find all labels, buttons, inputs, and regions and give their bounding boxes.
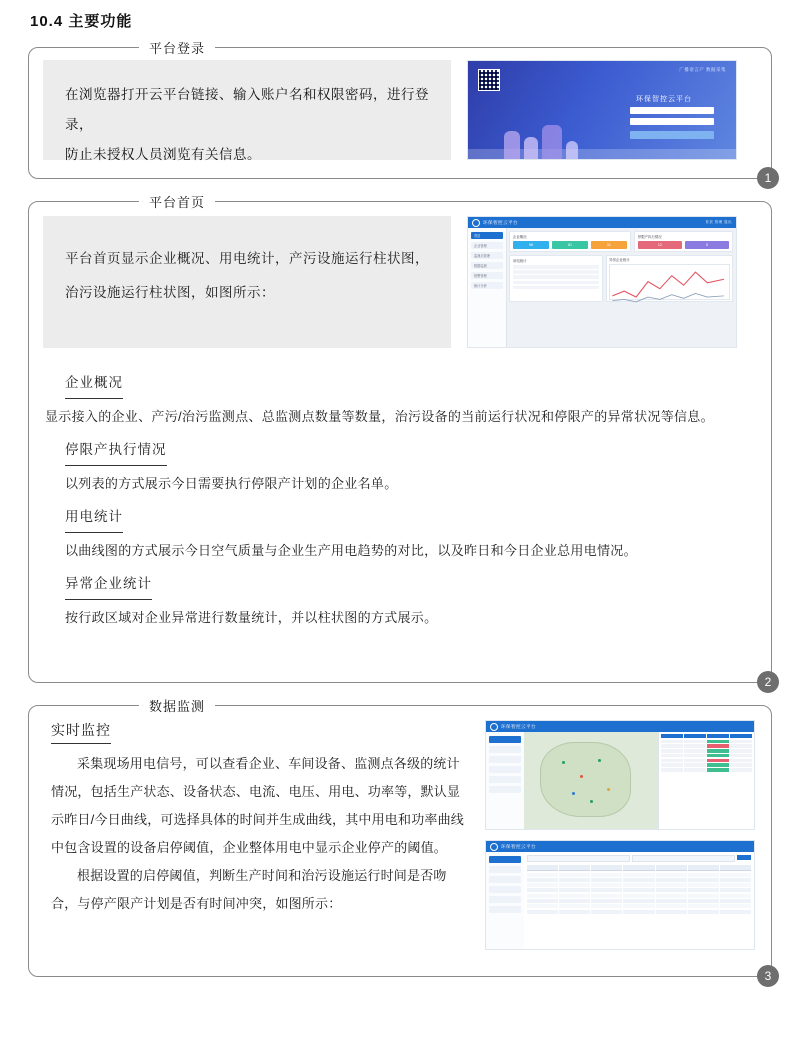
section-badge-1: 1 (757, 167, 779, 189)
table-row (661, 759, 752, 763)
table-header-cell (688, 865, 719, 871)
table-header-cell (656, 865, 687, 871)
line-chart (609, 264, 730, 300)
table-row (513, 270, 599, 274)
table-header-cell (591, 865, 622, 871)
subsection-body-limit-production: 以列表的方式展示今日需要执行停限产计划的企业名单。 (65, 476, 398, 491)
table-header-cell (707, 734, 729, 738)
table-header-cell (720, 865, 751, 871)
sidebar-item-monitor-point[interactable]: 监测点管理 (471, 252, 503, 259)
login-description (43, 60, 451, 160)
section-platform-home (28, 195, 772, 689)
dashboard-main (506, 228, 736, 347)
home-dashboard-screenshot (467, 216, 737, 348)
dashboard-header-right: 首页 管理 退出 (705, 220, 732, 224)
card-title-abnormal: 异常企业统计 (609, 258, 630, 262)
realtime-paragraph-1: 采集现场用电信号，可以查看企业、车间设备、监测点各级的统计情况，包括生产状态、设备状态、电流、电压、用电、功率等，默认显示昨日/今日曲线，可选择具体的时间并生成曲线，其中用电和功率曲线中包含设置的设备启停阈值，企业整体用电中显示企业停产的阈值。 (51, 756, 465, 855)
tank-illustration (566, 141, 578, 159)
table-page-header (486, 841, 754, 852)
tank-illustration (524, 137, 538, 159)
card-title-enterprise-overview: 企业概况 (513, 235, 527, 239)
section-badge-3: 3 (757, 965, 779, 987)
logo-icon (472, 219, 480, 227)
map-pin[interactable] (580, 775, 583, 778)
table-header-cell (527, 865, 558, 871)
map-pin[interactable] (562, 761, 565, 764)
sidebar-item-data-monitor[interactable] (489, 886, 521, 893)
subsection-title-abnormal-statistics: 异常企业统计 (65, 571, 152, 600)
table-row[interactable] (527, 888, 751, 892)
subsection-body-abnormal-statistics: 按行政区域对企业异常进行数量统计，并以柱状图的方式展示。 (65, 610, 438, 625)
table-row[interactable] (527, 899, 751, 903)
login-button[interactable] (630, 131, 714, 139)
table-row (661, 768, 752, 772)
subsection-title-limit-production: 停限产执行情况 (65, 437, 167, 466)
logo-icon (490, 843, 498, 851)
date-input[interactable] (632, 855, 735, 862)
qr-code-icon (478, 69, 500, 91)
login-description-line-2: 防止未授权人员浏览有关信息。 (65, 147, 261, 162)
stat-value: 98 (513, 241, 549, 249)
data-monitoring-screenshots (485, 720, 755, 960)
sidebar-item-monitor-point[interactable] (489, 876, 521, 883)
table-row (661, 749, 752, 753)
realtime-paragraph-2: 根据设置的启停阈值，判断生产时间和治污设施运行时间是否吻合，与停产限产计划是否有时间冲突，如图所示： (51, 868, 447, 911)
login-description-line-1: 在浏览器打开云平台链接、输入账户名和权限密码，进行登录， (65, 87, 429, 132)
dashboard-header (468, 217, 736, 228)
sidebar-item-alarm[interactable]: 报警管理 (471, 272, 503, 279)
table-row (513, 275, 599, 279)
map-pin[interactable] (590, 800, 593, 803)
home-description-line-2: 治污设施运行柱状图，如图所示： (65, 285, 275, 300)
search-input[interactable] (527, 855, 630, 862)
map-app-title: 环保智控云平台 (501, 723, 536, 729)
login-top-links: 广播语言产 数据采集 (679, 67, 726, 72)
table-row[interactable] (527, 878, 751, 882)
table-row (661, 754, 752, 758)
table-row[interactable] (527, 883, 751, 887)
dashboard-sidebar (468, 228, 507, 347)
password-field[interactable] (630, 118, 714, 125)
sidebar-item-enterprise[interactable]: 企业管理 (471, 242, 503, 249)
sidebar-item-statistics[interactable] (489, 906, 521, 913)
username-field[interactable] (630, 107, 714, 114)
home-sections (29, 348, 771, 630)
home-description (43, 216, 451, 348)
table-row (661, 740, 752, 744)
section-legend-home: 平台首页 (139, 192, 215, 211)
table-row[interactable] (527, 873, 751, 877)
table-row[interactable] (527, 894, 751, 898)
sidebar-item-statistics[interactable] (489, 786, 521, 793)
tank-illustration (542, 125, 562, 159)
home-description-line-1: 平台首页显示企业概况、用电统计，产污设施运行柱状图， (65, 251, 429, 266)
card-limit-production (634, 231, 733, 252)
logo-icon (490, 723, 498, 731)
table-header-cell (559, 865, 590, 871)
table-row[interactable] (527, 910, 751, 914)
realtime-map-screenshot (485, 720, 755, 830)
table-header-cell (623, 865, 654, 871)
table-row (513, 281, 599, 285)
stat-value: 5 (685, 241, 729, 249)
search-button[interactable] (737, 855, 751, 860)
map-header (486, 721, 754, 732)
sidebar-item-alarm[interactable] (489, 896, 521, 903)
stat-value: 81 (552, 241, 588, 249)
dashboard-app-title: 环保智控云平台 (483, 219, 518, 225)
card-enterprise-list (509, 255, 603, 302)
subsection-title-enterprise-overview: 企业概况 (65, 370, 123, 399)
data-monitoring-text (51, 720, 481, 960)
card-title-limit-production: 停限产执行情况 (637, 235, 662, 239)
table-header-cell (730, 734, 752, 738)
table-row (661, 763, 752, 767)
card-abnormal-statistics (606, 255, 733, 302)
sidebar-item-alarm[interactable] (489, 776, 521, 783)
sidebar-item-data-monitor[interactable] (489, 766, 521, 773)
sidebar-item-enterprise[interactable] (489, 866, 521, 873)
table-app-title: 环保智控云平台 (501, 843, 536, 849)
table-row (661, 744, 752, 748)
table-header-cell (661, 734, 683, 738)
table-row (513, 286, 599, 290)
card-title-power-statistics: 用电统计 (513, 259, 527, 263)
subsection-title-realtime-monitor: 实时监控 (51, 720, 111, 744)
sidebar-item-enterprise[interactable] (489, 746, 521, 753)
sidebar-item-monitor-point[interactable] (489, 756, 521, 763)
sidebar-item-home[interactable]: 首页 (471, 232, 503, 239)
login-page-screenshot (467, 60, 737, 160)
login-title: 环保智控云平台 (636, 96, 692, 103)
filter-bar (527, 855, 751, 862)
map-canvas[interactable] (524, 732, 658, 829)
subsection-title-power-statistics: 用电统计 (65, 504, 123, 533)
map-side-table (658, 732, 754, 829)
section-platform-login (28, 41, 772, 185)
stat-value: 31 (591, 241, 627, 249)
stat-value: 12 (638, 241, 682, 249)
section-legend-data-monitoring: 数据监测 (139, 696, 215, 715)
map-region-shape (540, 742, 630, 818)
subsection-body-power-statistics: 以曲线图的方式展示今日空气质量与企业生产用电趋势的对比，以及昨日和今日企业总用电情况。 (65, 543, 637, 558)
table-header-cell (684, 734, 706, 738)
sidebar-item-statistics[interactable]: 统计分析 (471, 282, 503, 289)
tank-illustration (504, 131, 520, 159)
sidebar-item-home[interactable] (489, 736, 521, 743)
table-main (524, 852, 754, 949)
sidebar-item-home[interactable] (489, 856, 521, 863)
map-pin[interactable] (598, 759, 601, 762)
realtime-table-screenshot (485, 840, 755, 950)
table-row[interactable] (527, 904, 751, 908)
section-badge-2: 2 (757, 671, 779, 693)
section-legend-login: 平台登录 (139, 38, 215, 57)
section-data-monitoring (28, 699, 772, 983)
subsection-body-enterprise-overview: 显示接入的企业、产污/治污监测点、总监测点数量等数量，治污设备的当前运行状况和停限产的异常状况等信息。 (45, 409, 714, 424)
page-title: 10.4 主要功能 (30, 13, 133, 30)
card-enterprise-overview (509, 231, 631, 252)
sidebar-item-data-monitor[interactable]: 数据监测 (471, 262, 503, 269)
table-header (527, 865, 751, 871)
table-row (513, 265, 599, 269)
table-sidebar (486, 852, 525, 949)
map-sidebar (486, 732, 525, 829)
